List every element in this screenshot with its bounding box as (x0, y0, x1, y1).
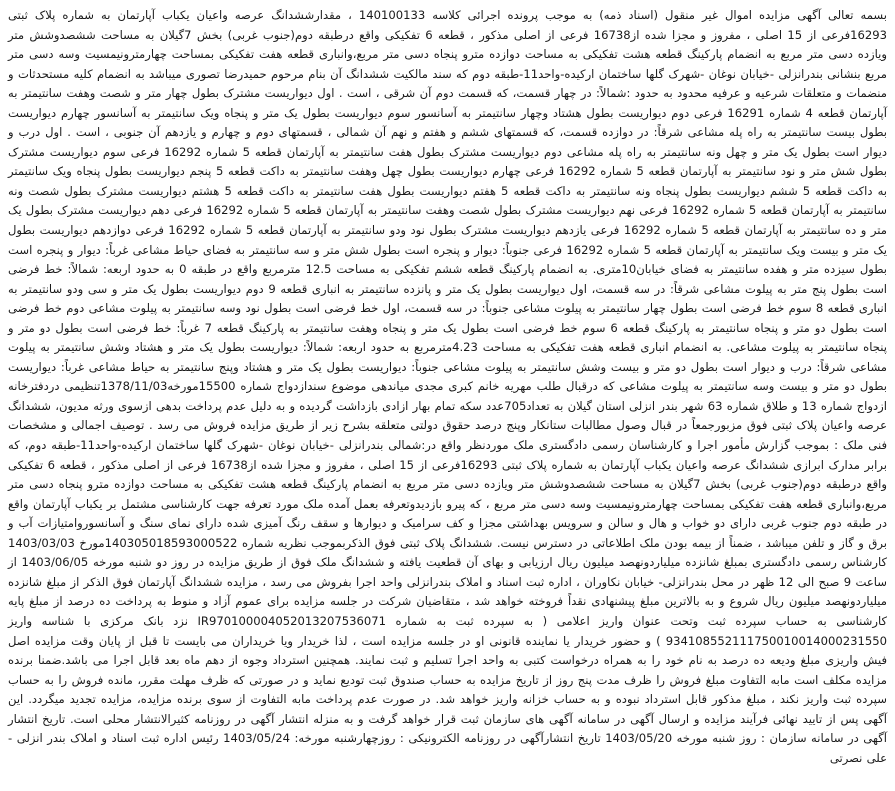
auction-notice-text: بسمه تعالی آگهی مزایده اموال غیر منقول (اسناد ذمه) به موجب پرونده اجرائی کلاسه 140100133 ، مقدارششدانگ عرصه واعیان یکباب آپارتمان به شماره پلاک ثبتی 16293فرعی از 15 اصلی ، مفروز و مجزا شده از16738 فرعی از اصلی مذکور ، قطعه 6 تفکیکی واقع درطبقه دوم(جنوب غربی) بخش 7گیلان به مساحت ششصدوشش متر ویازده دسی متر مربع به انضمام پارکینگ قطعه هشت تفکیکی به مساحت دوازده مترو پنجاه دسی متر مربع،وانباری قطعه هفت تفکیکی بمساحت چهارمترونیمسیت وسه دسی متر مربع بنشانی بندرانزلی -خیابان نوغان -شهرک گلها ساختمان ارکیده-واحد11-طبقه دوم که سند مالکیت ششدانگ آن بنام مرحوم حمیدرضا تصوری میباشد به انضمام کلیه مستحدثات و منضمات و متعلقات شرعیه و عرفیه محدود به حدود :شمالاً: در چهار قسمت، که قسمت دوم آن شرقی ، است . اول دیواریست مشترک بطول چهار متر و شصت وهفت سانتیمتر به آپارتمان قطعه 4 شماره 16291 فرعی دوم دیواریست بطول هشتاد وچهار سانتیمتر به آسانسور سوم دیواریست بطول یک متر و پنجاه ویک سانتیمتر به آسانسور چهارم دیواریست بطول بیست سانتیمتر به راه پله مشاعی شرقاً: در دوازده قسمت، که قسمتهای ششم و هفتم و نهم آن شمالی ، قسمتهای دوم و چهارم و یازدهم آن جنوبی ، است . اول درب و دیوار است بطول یک متر و چهل ونه سانتیمتر به راه پله مشاعی دوم دیواریست مشترک بطول هفت سانتیمتر به آپارتمان قطعه 5 شماره 16292 فرعی سوم دیواریست مشترک بطول شش متر و نود سانتیمتر به آپارتمان قطعه 5 شماره 16292 فرعی چهارم دیواریست بطول چهل وهفت سانتیمتر به داکت قطعه 5 پنجم دیواریست بطول پنجاه ویک سانتیمتر به داکت قطعه 5 ششم دیواریست بطول پنجاه ونه سانتیمتر به داکت قطعه 5 هفتم دیواریست بطول هفت سانتیمتر به داکت قطعه 5 هشتم دیواریست مشترک بطول شصت ونه سانتیمتر به آپارتمان قطعه 5 شماره 16292 فرعی نهم دیواریست مشترک بطول شصت وهفت سانتیمتر به آپارتمان قطعه 5 شماره 16292 فرعی دهم دیواریست مشترک بطول یک متر و ده سانتیمتر به آپارتمان قطعه 5 شماره 16292 فرعی یازدهم دیواریست مشترک بطول نود ودو سانتیمتر به آپارتمان قطعه 5 شماره 16292 فرعی دوازدهم دیواریست بطول یک متر و بیست ویک سانتیمتر به آپارتمان قطعه 5 شماره 16292 فرعی جنوباً: دیوار و پنجره است بطول شش متر و سه سانتیمتر به فضای حیاط مشاعی غرباً: دیوار و پنجره است بطول سیزده متر و هفده سانتیمتر به فضای خیابان10متری. به انضمام پارکینگ قطعه ششم تفکیکی به مساحت 12.5 مترمربع واقع در طبقه 0 به حدود اربعه: شمالاً: خط فرضی است بطول پنج متر به پیلوت مشاعی شرقاً: در سه قسمت، اول دیواریست بطول یک متر و پانزده سانتیمتر به انباری قطعه 9 دوم دیواریست بطول یک متر و سی ودو سانتیمتر به انباری قطعه 8 سوم خط فرضی است بطول چهار سانتیمتر به پیلوت مشاعی جنوباً: در سه قسمت، اول خط فرضی است بطول نود وسه سانتیمتر به پیلوت مشاعی دوم خط فرضی است بطول دو متر و پنجاه سانتیمتر به پارکینگ قطعه 6 سوم خط فرضی است بطول یک متر و پنجاه وهفت سانتیمتر به پارکینگ قطعه 7 غرباً: خط فرضی است بطول دو متر و پنجاه سانتیمتر به پیلوت مشاعی. به انضمام انباری قطعه هفت تفکیکی به مساحت 4.23مترمربع به حدود اربعه: شمالاً: دیواریست بطول یک متر و هشتاد وشش سانتیمتر به پیلوت مشاعی شرقاً: درب و دیوار است بطول دو متر و بیست وشش سانتیمتر به پیلوت مشاعی جنوباً: دیواریست بطول یک متر و هشتاد وپنج سانتیمتر به حیاط مشاعی غرباً: دیواریست بطول دو متر و بیست وسه سانتیمتر به پیلوت مشاعی که درقبال طلب مهریه خانم کبری مجدی میاندهی موضوع سندازدواج شماره 15500مورخه1378/11/03تنظیمی دردفترخانه ازدواج شماره 13 و طلاق شماره 63 شهر بندر انزلی استان گیلان به تعداد705عدد سکه تمام بهار ازادی بازداشت گردیده و به دلیل عدم پرداخت بدهی ازسوی ورثه مدیون، ششدانگ عرصه واعیان پلاک ثبتی فوق مزبورجمعاً در قبال وصول مطالبات ستانکار وپنج درصد حقوق دولتی متعلقه بشرح زیر از طریق مزایده فروش می رسد . توصیف اجمالی و مشخصات فنی ملک : بموجب گزارش مأمور اجرا و کارشناسان رسمی دادگستری ملک موردنظر واقع در:شمالی بندرانزلی -خیابان نوغان -شهرک گلها ساختمان ارکیده-واحد11-طبقه دوم، که برابر مدارک ابرازی ششدانگ عرصه واعیان یکباب آپارتمان به شماره پلاک ثبتی 16293فرعی از 15 اصلی ، مفروز و مجزا شده از16738 فرعی از اصلی مذکور ، قطعه 6 تفکیکی واقع درطبقه دوم(جنوب غربی) بخش 7گیلان به مساحت ششصدوشش متر ویازده دسی متر مربع به انضمام پارکینگ قطعه هشت تفکیکی به مساحت دوازده مترو پنجاه دسی متر مربع،وانباری قطعه هفت تفکیکی بمساحت چهارمترونیمسیت وسه دسی متر مربع ، که پیرو بازدیدوتعرفه بعمل آمده ملک مورد تعرفه جهت کارشناسی مشتمل بر یکباب آپارتمان واقع در طبقه دوم جنوب غربی دارای دو خواب و هال و سالن و سرویس بهداشتی مجزا و کف سرامیک و دیوارها و سقف رنگ آمیزی شده دارای نمای سنگ و آسانسوروامتیازات آب و برق و گاز و تلفن میباشد ، ضمناً از بیمه بودن ملک اطلاعاتی در دسترس نیست. ششدانگ پلاک ثبتی فوق الذکربموجب نظریه شماره 140305018593000522مورخ 1403/03/03 کارشناس رسمی دادگستری بمبلغ شانزده میلیاردونهصد میلیون ریال ارزیابی و بهای آن قطعیت یافته و ششدانگ ملک فوق از طریق مزایده در روز دو شنبه مورخه 1403/06/05 از ساعت 9 صبح الی 12 ظهر در محل بندرانزلی- خیابان نکاوران ، اداره ثبت اسناد و املاک بندرانزلی واحد اجرا بفروش می رسد ، مزایده ششدانگ آپارتمان فوق الذکر از مبلغ شانزده میلیاردونهصد میلیون ریال شروع و به بالاترین مبلغ پیشنهادی نقداً فروخته خواهد شد ، متقاضیان شرکت در جلسه مزایده برای عموم آزاد و منوط به پرداخت ده درصد از مبلغ پایه کارشناسی به حساب سپرده ثبت وتحت عنوان واریز اعلامی ( به سپرده ثبت به شماره IR970100004052013207536071 نزد بانک مرکزی با شناسه واریز 934108552111750010014000231550 ) و حضور خریدار یا نماینده قانونی او در جلسه مزایده است ، لذا خریدار ویا خریداران می بایست تا قبل از پایان وقت مزایده اصل فیش واریزی مبلغ ودیعه ده درصد به نام خود را به همراه درخواست کتبی به واحد اجرا تسلیم و ثبت نمایند. همچنین استرداد وجوه از دهم ماه بعد قابل اجرا می باشد.ضمنا برنده مزایده مکلف است مابه التفاوت مبلغ فروش را ظرف مدت پنج روز از تاریخ مزایده به حساب صندوق ثبت تودیع نماید و در صورتی که ظرف مهلت مقرر، مانده فروش را به حساب سپرده ثبت واریز نکند ، مبلغ مذکور قابل استرداد نبوده و به حساب خزانه واریز خواهد شد. در صورت عدم پرداخت مابه التفاوت از سوی برنده مزایده، مزایده تجدید میگردد. این آگهی پس از تایید نهائی فرآیند مزایده و ارسال آگهی در سامانه آگهی های سازمان ثبت قرار خواهد گرفت و به منزله انتشار آگهی در روزنامه کثیرالانتشار محلی است. تاریخ انتشار آگهی در سامانه سازمان : روز شنبه مورخه 1403/05/20 تاریخ انتشارآگهی در روزنامه الکترونیکی : روزچهارشنبه مورخه: 1403/05/24 رئیس اداره ثبت اسناد و املاک بندر انزلی - علی نصرتی (8, 8, 888, 765)
